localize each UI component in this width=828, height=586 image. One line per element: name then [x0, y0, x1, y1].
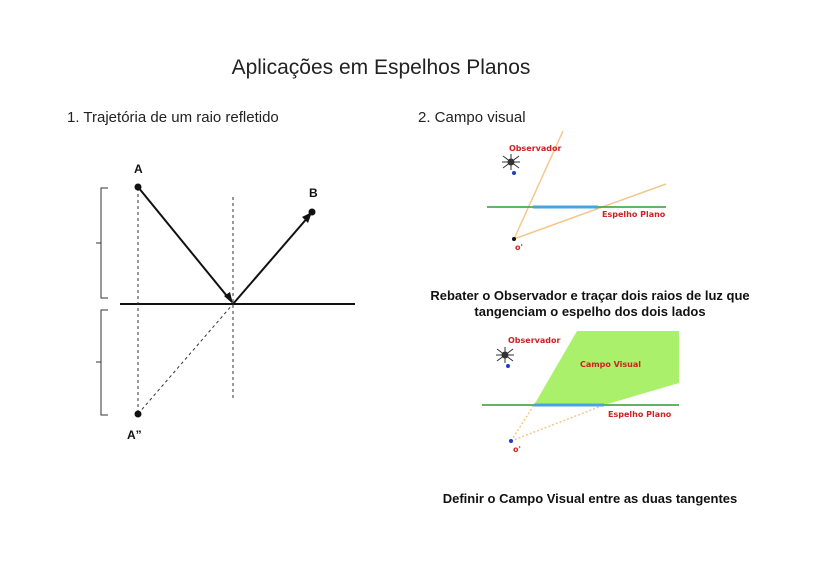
image-label-1: o' — [515, 243, 523, 252]
point-a-label: A — [134, 162, 143, 176]
eye-icon — [496, 347, 514, 363]
point-a-image-label: A” — [127, 428, 142, 442]
image-label-2: o' — [513, 445, 521, 454]
caption-2: Definir o Campo Visual entre as duas tangentes — [442, 491, 738, 506]
observer-image-dot-2 — [509, 439, 513, 443]
observer-label-1: Observador — [509, 144, 562, 153]
section-2-heading: 2. Campo visual — [418, 109, 526, 126]
caption-1: Rebater o Observador e traçar dois raios de luz que tangenciam o espelho dos dois lados — [430, 288, 750, 319]
visual-field-label: Campo Visual — [580, 360, 642, 369]
mirror-label-2: Espelho Plano — [608, 410, 672, 419]
lower-tangent-extension — [511, 405, 604, 441]
observer-dot-2 — [506, 364, 510, 368]
upper-tangent-extension — [511, 405, 534, 441]
section-1-heading: 1. Trajetória de um raio refletido — [67, 109, 279, 126]
page-title: Aplicações em Espelhos Planos — [231, 56, 531, 79]
mirror-label-1: Espelho Plano — [602, 210, 666, 219]
observer-label-2: Observador — [508, 336, 561, 345]
point-b-label: B — [309, 186, 318, 200]
